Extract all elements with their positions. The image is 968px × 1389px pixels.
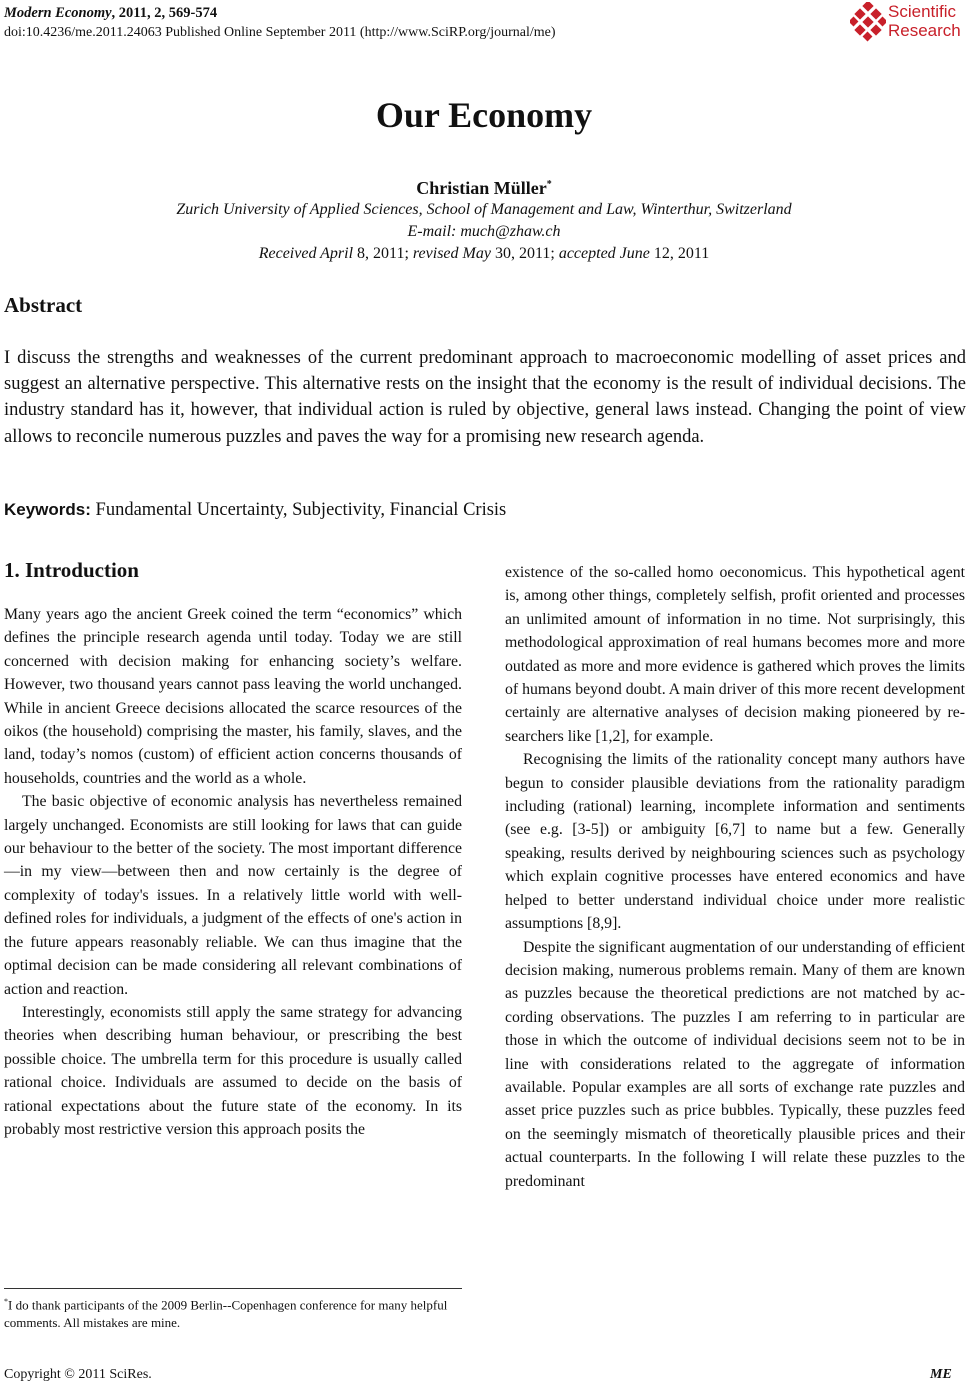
section-heading-introduction: 1. Introduction	[4, 558, 139, 582]
revised-date: 30, 2011;	[490, 245, 559, 262]
doi-line: doi:10.4236/me.2011.24063 Published Online September 2011 (http://www.SciRP.org/journal/me)	[4, 25, 556, 40]
journal-abbreviation: ME	[930, 1367, 952, 1382]
footnote-divider	[4, 1288, 462, 1289]
footnote	[4, 1293, 462, 1332]
email-address[interactable]: much@zhaw.ch	[460, 223, 561, 240]
paragraph: existence of the so-called homo oeconomicus. This hypothetical agent is, among other things, completely selfish, profit oriented and processes an unlimited amount of information in no time. Not surprisingly, this methodological approximation of real humans becomes more and more outdated as more and more evidence is gathered which proves the limits of humans beyond doubt. A main driver of this more recent development certainly are alternative analyses of decision making pioneered by researchers like [1,2], for example.	[505, 564, 965, 745]
paragraph: Despite the significant augmentation of our understanding of efficient decision making, numerous problems remain. Many of them are known as puzzles because the theoretical predictions are not matched by according observations. The puzzles I am referring to in particular are those in which the outcome of individual decisions seem not to be in line with considerations related to the aggregate of information available. Popular examples are all sorts of exchange rate puzzles and asset price puzzles such as price bubbles. Typically, these puzzles feed on the seemingly mismatch of theoretically plausible prices and their actual counterparts. In the following I will relate these puzzles to the predominant	[505, 938, 965, 1190]
author-line	[0, 173, 968, 200]
accepted-date: 12, 2011	[649, 245, 710, 262]
journal-name: Modern Economy	[4, 5, 112, 21]
footnote-mark: *	[4, 1297, 8, 1306]
left-column	[4, 603, 462, 1141]
affiliation: Zurich University of Applied Sciences, School of Management and Law, Winterthur, Switzerland	[176, 201, 792, 218]
footnote-text: I do thank participants of the 2009 Berlin--Copenhagen conference for many helpful comments. All mistakes are mine.	[4, 1297, 448, 1331]
paragraph: The basic objective of economic analysis has nevertheless remained largely unchanged. Economists are still looking for laws that can guide our behaviour to the better of the society. The most important difference—in my view—between then and now certainly is the degree of complexity of today's issues. In a relatively little world with well-defined roles for individuals, a judgment of the effects of one's action in the future appears reasonably reliable. We can thus imagine that the optimal decision can be made considering all relevant combinations of action and reaction.	[4, 793, 462, 998]
journal-citation	[4, 4, 217, 22]
keywords-label: Keywords:	[4, 500, 91, 519]
author-footnote-mark: *	[546, 179, 552, 190]
logo-text	[888, 2, 961, 40]
keywords-text: Fundamental Uncertainty, Subjectivity, Financial Crisis	[90, 500, 507, 520]
dates-line	[0, 243, 968, 265]
logo-mark-icon	[850, 2, 886, 42]
abstract-heading: Abstract	[4, 293, 83, 317]
journal-volume: , 2011, 2, 569-574	[111, 5, 218, 21]
logo-line-2: Research	[888, 21, 961, 40]
copyright-footer: Copyright © 2011 SciRes.	[4, 1367, 152, 1382]
received-date: 8, 2011;	[353, 245, 413, 262]
logo-line-1: Scientific	[888, 2, 957, 21]
accepted-label: accepted June	[558, 245, 650, 262]
email-label: E-mail	[407, 223, 452, 240]
right-column	[505, 561, 965, 1193]
paragraph: Interestingly, economists still apply the same strategy for advancing theories when describing human behaviour, or prescribing the best possible choice. The umbrella term for this procedure is usually called rational choice. Individuals are assumed to decide on the basis of rational expectations about the future state of the economy. In its probably most restrictive version this approach posits the	[4, 1003, 462, 1138]
paragraph: Recognising the limits of the rationality concept many authors have begun to consider plausible deviations from the rationality paradigm including (rational) learning, incomplete information and sentiments (see e.g. [3-5]) or ambiguity [6,7] to name but a few. Generally speaking, results derived by neighbouring sciences such as psychology which explain cognitive processes have entered economics and have helped to better understand individual choice under more realistic assumptions [8,9].	[505, 751, 965, 933]
revised-label: revised May	[412, 245, 491, 262]
keywords-line	[4, 497, 506, 523]
paper-title: Our Economy	[375, 95, 593, 135]
abstract-text: I discuss the strengths and weaknesses of the current predominant approach to macroeconomic modelling of asset prices and suggest an alternative perspective. This alternative rests on the insight that the economy is the result of individual decisions. The industry standard has it, however, that individual action is ruled by objective, general laws instead. Changing the point of view allows to reconcile numerous puzzles and paves the way for a promising new research agenda.	[4, 348, 966, 447]
received-label: Received April	[258, 245, 354, 262]
paragraph: Many years ago the ancient Greek coined the term “economics” which defines the principle research agenda until today. Today we are still concerned with decision making for enhancing society’s welfare. However, two thousand years cannot pass leaving the world unchanged. While in ancient Greece decisions allocated the scarce resources of the oikos (the household) comprising the master, his family, slaves, and the land, today’s nomos (custom) of efficient action concerns thousands of households, countries and the world as a whole.	[4, 606, 462, 787]
publisher-logo	[850, 0, 968, 44]
email-line: E-mail: much@zhaw.ch	[407, 223, 561, 240]
author-name: Christian Müller	[416, 178, 547, 198]
